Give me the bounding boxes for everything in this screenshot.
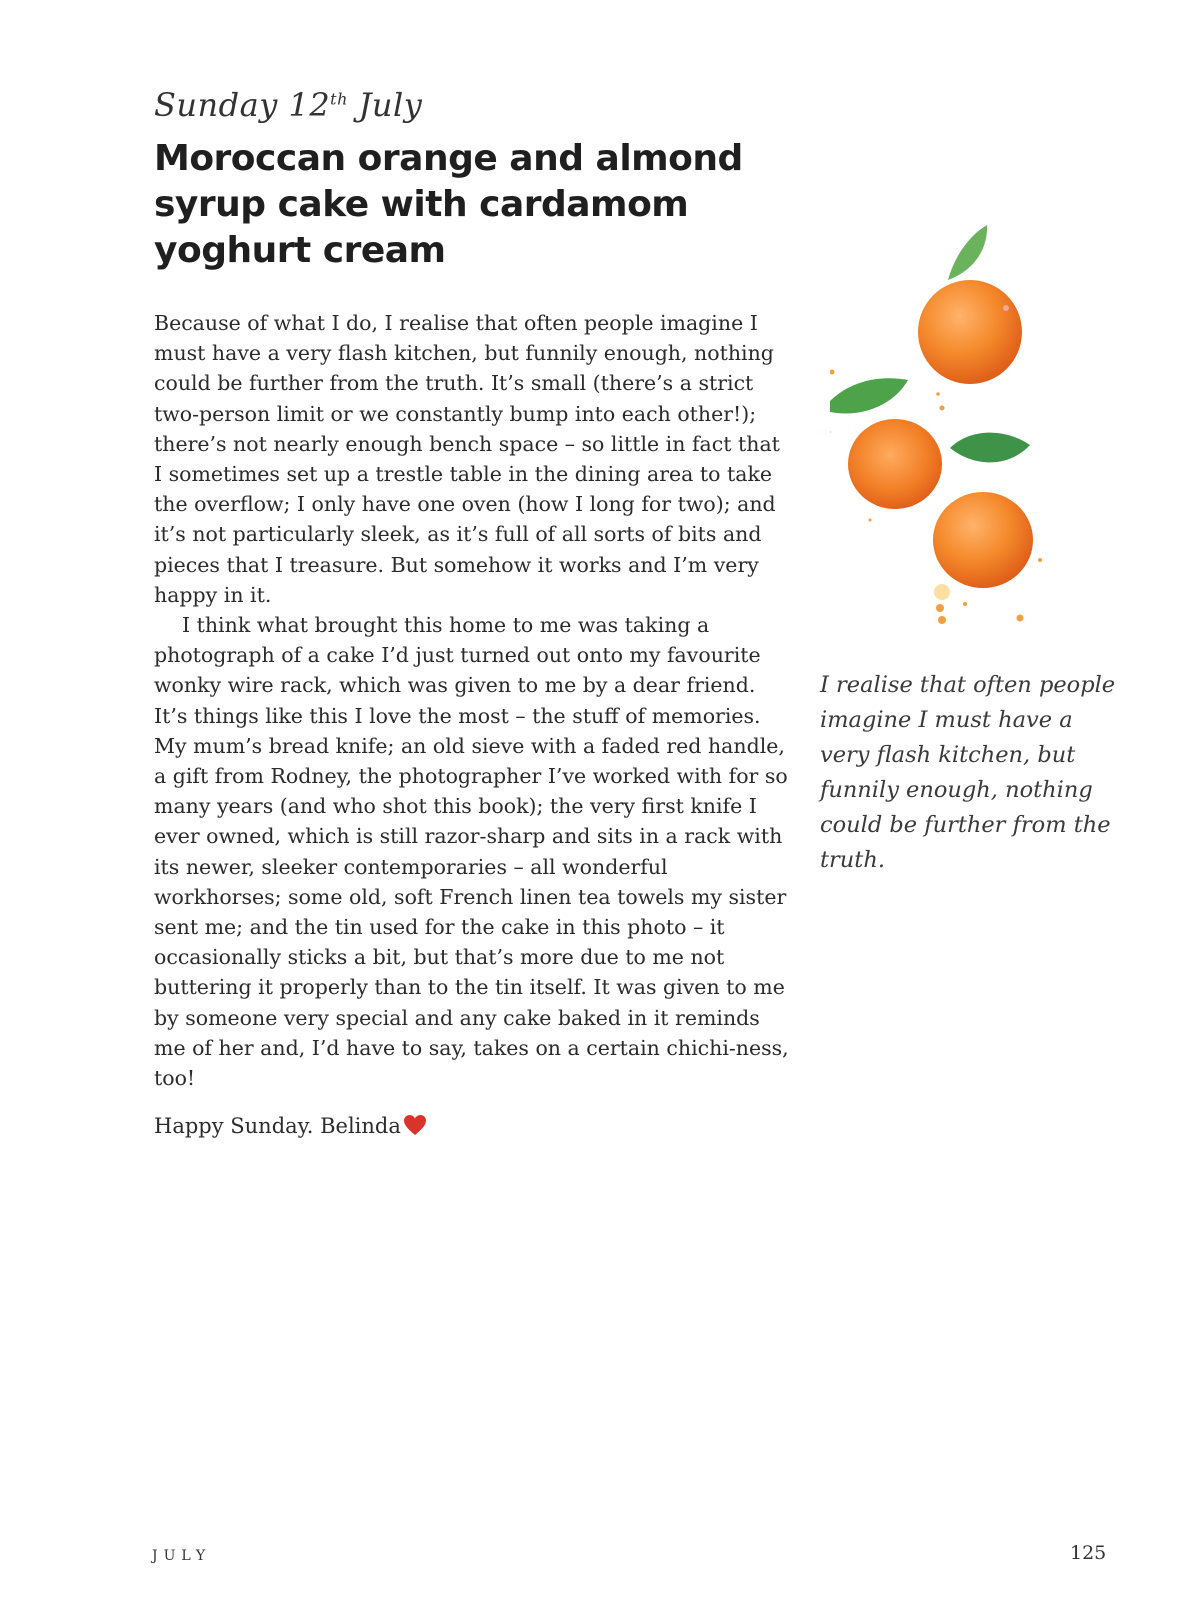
- pull-quote: I realise that often people imagine I must have a very flash kitchen, but funnily enough, nothing could be further from the truth.: [820, 672, 1116, 873]
- heart-icon: [403, 1114, 427, 1141]
- signoff: [154, 1114, 427, 1141]
- footer-section-label: JULY: [152, 1548, 212, 1564]
- date-day: Sunday 12: [154, 86, 331, 124]
- page-number: 125: [1070, 1542, 1107, 1564]
- date-day-suffix: th: [330, 89, 348, 109]
- body-text: [154, 308, 794, 1093]
- signoff-text: Happy Sunday. Belinda: [154, 1114, 401, 1138]
- date-month: July: [358, 86, 423, 124]
- body-paragraph: I think what brought this home to me was taking a photograph of a cake I’d just turned out onto my favourite wonky wire rack, which was given to me by a dear friend. It’s things like this I love the most – the stuff of memories. My mum’s bread knife; an old sieve with a faded red handle, a gift from Rodney, the photographer I’ve worked with for so many years (and who shot this book); the very first knife I ever owned, which is still razor-sharp and sits in a rack with its newer, sleeker contemporaries – all wonderful workhorses; some old, soft French linen tea towels my sister sent me; and the tin used for the cake in this photo – it occasionally sticks a bit, but that’s more due to me not buttering it properly than to the tin itself. It was given to me by someone very special and any cake baked in it reminds me of her and, I’d have to say, takes on a certain chichi-ness, too!: [154, 613, 789, 1091]
- recipe-title: Moroccan orange and almond syrup cake with cardamom yoghurt cream: [154, 138, 743, 271]
- recipe-date: [154, 86, 422, 124]
- watercolour-oranges-icon: [830, 220, 1070, 640]
- body-paragraph: Because of what I do, I realise that often people imagine I must have a very flash kitchen, but funnily enough, nothing could be further from the truth. It’s small (there’s a strict two-person limit or we constantly bump into each other!); there’s not nearly enough bench space – so little in fact that I sometimes set up a trestle table in the dining area to take the overflow; I only have one oven (how I long for two); and it’s not particularly sleek, as it’s full of all sorts of bits and pieces that I treasure. But somehow it works and I’m very happy in it.: [154, 311, 780, 607]
